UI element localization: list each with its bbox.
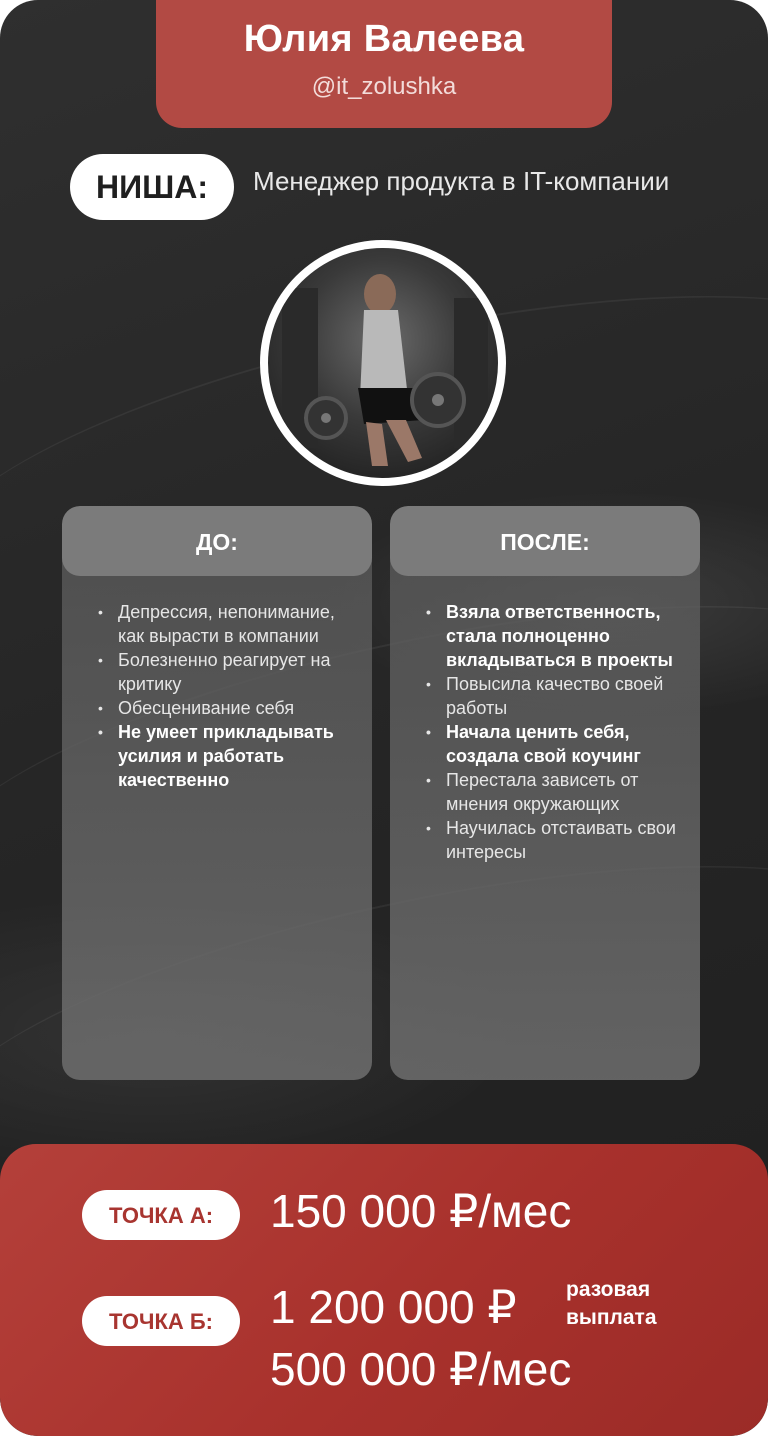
before-item: • Болезненно реагирует на критику — [118, 648, 350, 696]
after-list — [390, 600, 700, 864]
after-item: • Начала ценить себя, создала свой коучинг — [446, 720, 678, 768]
point-b-value-onetime: 1 200 000 ₽ — [270, 1281, 517, 1333]
point-b-note-line2: выплата — [566, 1306, 657, 1329]
profile-handle: @it_zolushka — [311, 73, 457, 100]
profile-name: Юлия Валеева — [243, 18, 525, 60]
points-section — [0, 1144, 768, 1436]
point-a-value: 150 000 ₽/мес — [270, 1185, 572, 1237]
before-item: • Депрессия, непонимание, как вырасти в компании — [118, 600, 350, 648]
before-panel — [62, 506, 372, 1080]
profile-header — [156, 0, 612, 128]
before-item: • Не умеет прикладывать усилия и работать качественно — [118, 720, 350, 792]
after-panel — [390, 506, 700, 1080]
before-title: ДО: — [62, 506, 372, 576]
niche-value: Менеджер продукта в IT-компании — [253, 166, 670, 196]
point-b-note — [566, 1276, 657, 1332]
after-item: • Взяла ответственность, стала полноценно вкладываться в проекты — [446, 600, 678, 672]
profile-photo — [268, 248, 498, 478]
niche-badge: НИША: — [70, 154, 234, 220]
avatar — [260, 240, 506, 486]
after-title: ПОСЛЕ: — [390, 506, 700, 576]
point-b-note-line1: разовая — [566, 1278, 651, 1301]
point-b-badge: ТОЧКА Б: — [82, 1296, 240, 1346]
point-b-value-monthly: 500 000 ₽/мес — [270, 1343, 572, 1395]
after-item: • Повысила качество своей работы — [446, 672, 678, 720]
point-a-badge: ТОЧКА А: — [82, 1190, 240, 1240]
after-item: • Научилась отстаивать свои интересы — [446, 816, 678, 864]
before-item: • Обесценивание себя — [118, 696, 350, 720]
before-list — [62, 600, 372, 792]
after-item: • Перестала зависеть от мнения окружающих — [446, 768, 678, 816]
profile-photo-illustration — [268, 248, 498, 478]
